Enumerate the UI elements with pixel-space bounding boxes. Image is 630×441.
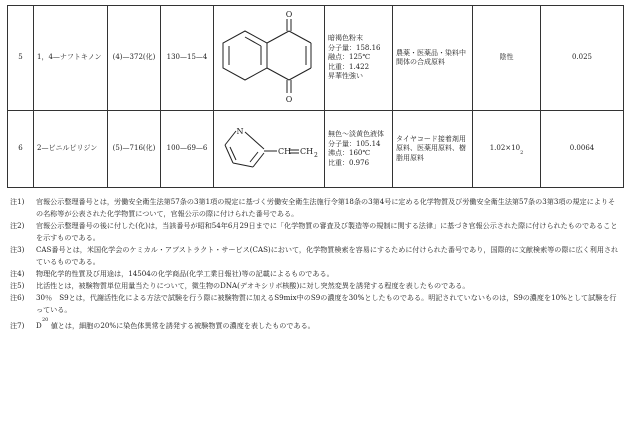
structure-cell	[214, 111, 325, 188]
mutagenicity-value: 1.02×10	[489, 143, 521, 152]
note-text: 物理化学的性質及び用途は，14504の化学商品(化学工業日報社)等の記載によるものである。	[36, 269, 334, 278]
properties-cell	[325, 6, 393, 111]
mutagenicity-cell: 陰性	[473, 6, 541, 111]
notes-section	[10, 196, 622, 332]
naphthoquinone-structure	[217, 8, 322, 108]
note-text: 官報公示整理番号とは，労働安全衛生法第57条の3第1項の規定に基づく労働安全衛生法施行令第18条の3第4号に定める化学物質及び労働安全衛生法第57条の3第3項の規定によりその名称等が公表された化学物質について，官報公示の際に付けられた番号である。	[36, 197, 616, 218]
property-line: 無色～淡黄色液体	[328, 130, 384, 138]
cas-number: 130—15—4	[161, 6, 214, 111]
table-row	[8, 6, 624, 111]
note-label: 注4)	[10, 269, 25, 278]
note-text: 値とは，細胞の20%に染色体異常を誘発する被験物質の濃度を表したものである。	[50, 321, 315, 330]
vinylpyridine-structure	[217, 113, 322, 185]
concentration-cell: 0.0064	[541, 111, 624, 188]
use-cell: 農薬・医薬品・染料中間体の合成原料	[393, 6, 473, 111]
note-label: 注2)	[10, 221, 25, 230]
note-text: 30％ S9とは，代謝活性化による方法で試験を行う際に被験物質に加えるS9mix中のS9の濃度を30%としたものである。明記されていないものは，S9の濃度を10%として試験を行っている。	[36, 293, 617, 314]
ch-label: CH	[278, 147, 292, 156]
property-line: 分子量：158.16	[328, 43, 381, 52]
note-label: 注1)	[10, 197, 25, 206]
d-superscript: 20	[42, 317, 49, 323]
note-text: CAS番号とは，米国化学会のケミカル・アブストラクト・サービス(CAS)において，化学物質検索を容易にするために付けられた番号であり，国際的に文献検索等の際に広く利用されているものである。	[36, 245, 619, 266]
property-line: 沸点：160℃	[328, 149, 371, 157]
d20-symbol	[36, 317, 49, 330]
oxygen-bottom: O	[285, 95, 293, 104]
chemical-table	[7, 5, 624, 188]
note-item	[10, 280, 622, 292]
ch2-subscript: 2	[314, 152, 318, 159]
property-line: 分子量：105.14	[328, 139, 381, 148]
ch2-label: CH	[300, 147, 314, 156]
concentration-cell: 0.025	[541, 6, 624, 111]
property-line: 昇華性強い	[328, 72, 363, 81]
gazette-number: (5)—716(化)	[108, 111, 161, 188]
note-item	[10, 268, 622, 280]
note-label: 注3)	[10, 245, 25, 254]
oxygen-top: O	[285, 10, 293, 19]
note-text: 官報公示整理番号の後に付した(化)は，当該番号が昭和54年6月29日までに「化学物質の審査及び製造等の規制に関する法律」に基づき官報公示された際に付けられたものであることを示すものである。	[36, 221, 618, 242]
property-line: 暗褐色粉末	[328, 34, 363, 43]
property-line: 比重：1.422	[328, 62, 370, 71]
use-cell: タイヤコード接着剤用原料、医薬用原料、樹脂用原料	[393, 111, 473, 188]
nitrogen-label: N	[236, 127, 244, 136]
note-item	[10, 196, 622, 220]
chemical-name: 2—ビニルピリジン	[34, 111, 108, 188]
row-number: 6	[8, 111, 34, 188]
note-item	[10, 292, 622, 316]
gazette-number: (4)—372(化)	[108, 6, 161, 111]
d-letter: D	[36, 321, 42, 330]
property-line: 比重：0.976	[328, 158, 370, 167]
note-label: 注6)	[10, 293, 25, 302]
note-item	[10, 220, 622, 244]
mutagenicity-exponent: 2	[520, 149, 524, 156]
note-text-container	[36, 317, 622, 332]
table-row	[8, 111, 624, 188]
note-label: 注7)	[10, 321, 25, 330]
note-item	[10, 317, 622, 332]
property-line: 融点：125℃	[328, 53, 371, 62]
note-label: 注5)	[10, 281, 25, 290]
note-item	[10, 244, 622, 268]
properties-cell	[325, 111, 393, 188]
chemical-name: 1，4—ナフトキノン	[34, 6, 108, 111]
note-text: 比活性とは，被験物質単位用量当たりについて，微生物のDNA(デオキシリボ核酸)に対し突然変異を誘発する程度を表したものである。	[36, 281, 470, 290]
structure-cell	[214, 6, 325, 111]
mutagenicity-cell	[473, 111, 541, 188]
row-number: 5	[8, 6, 34, 111]
cas-number: 100—69—6	[161, 111, 214, 188]
